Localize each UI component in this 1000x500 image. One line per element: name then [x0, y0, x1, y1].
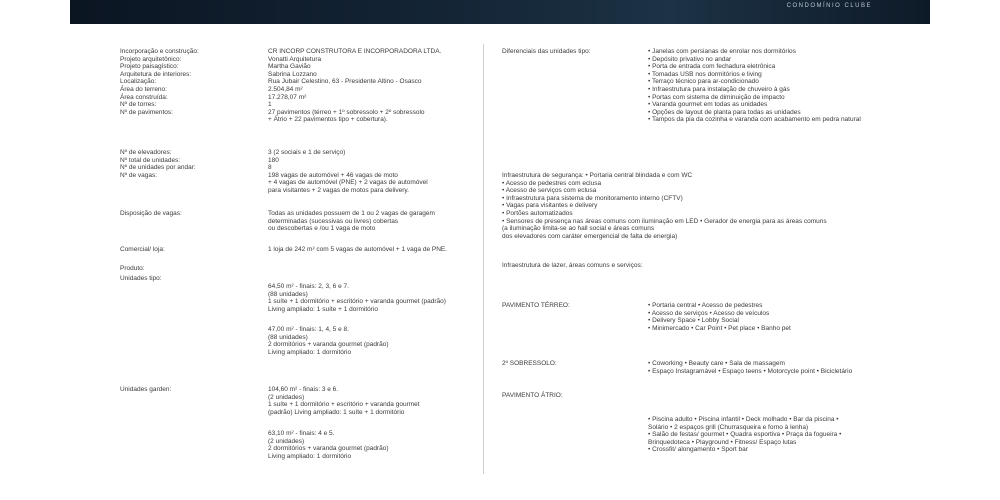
terreo-list: [648, 302, 791, 332]
list-item: • Coworking • Beauty care • Sala de massagem: [648, 360, 785, 367]
vagas-label: Disposição de vagas:: [120, 210, 182, 217]
unit-layout: 1 suíte + 1 dormitório + escritório + varanda gourmet: [268, 401, 420, 409]
spec-label: Projeto arquitetônico:: [120, 55, 182, 63]
vagas-value: [268, 210, 435, 233]
spec-value: 1: [268, 101, 272, 109]
unit-count: (88 unidades): [268, 290, 308, 298]
spec-value: 27 pavimentos (térreo + 1º sobressolo + 2º sobressolo: [268, 108, 425, 116]
diferenciais-label: Diferenciais das unidades tipo:: [502, 48, 591, 55]
spec-label: Projeto paisagístico:: [120, 63, 179, 71]
unit-area: 63,10 m² - finais: 4 e 5.: [268, 430, 335, 437]
spec-label: Nº de elevadores:: [120, 149, 172, 156]
spec-label: Área construída:: [120, 93, 168, 101]
spec-value: Sabrina Lozzano: [268, 70, 317, 78]
unidades-garden-label: Unidades garden:: [120, 386, 172, 393]
terreo-label: PAVIMENTO TÉRREO:: [502, 302, 570, 309]
spec-value: 3 (2 sociais e 1 de serviço): [268, 149, 346, 156]
sobressolo-label: 2º SOBRESSOLO:: [502, 360, 557, 367]
list-item: • Terraço técnico para ar-condicionado: [648, 78, 759, 86]
unit-area: 104,60 m² - finais: 3 e 6.: [268, 386, 339, 393]
list-item: • Infraestrutura para sistema de monitoramento interno (CFTV): [502, 194, 683, 202]
header-banner: [70, 0, 930, 24]
vagas-line: Todas as unidades possuem de 1 ou 2 vagas de garagem: [268, 210, 435, 217]
unit-layout: 2 dormitórios + varanda gourmet (padrão): [268, 341, 389, 349]
column-divider: [483, 44, 484, 474]
list-item: • Crossfit/ alongamento • Sport bar: [648, 446, 748, 454]
spec-label: Área do terreno:: [120, 86, 167, 93]
list-item: • Vagas para visitantes e delivery: [502, 202, 598, 210]
list-item: • Infraestrutura para instalação de chuveiro à gás: [648, 85, 790, 93]
diferenciais-list: [648, 48, 861, 124]
unit-count: (2 unidades): [268, 393, 305, 401]
unit-living: Living ampliado: 1 dormitório: [268, 348, 352, 356]
list-item: • Janelas com persianas de enrolar nos dormitórios: [648, 48, 796, 55]
spec-value: Rua Jubair Celestino, 63 - Presidente Altino - Osasco: [268, 78, 422, 86]
unidades-garden-block-2: [268, 430, 389, 460]
spec-value: Martha Gavião: [268, 63, 311, 71]
list-item: • Varanda gourmet em todas as unidades: [648, 101, 768, 109]
unidades-tipo-label: Unidades tipo:: [120, 275, 162, 282]
list-item: • Porta de entrada com fechadura eletrônica: [648, 63, 776, 71]
unit-count: (88 unidades): [268, 333, 308, 341]
spec-label: Nº de torres:: [120, 101, 157, 109]
list-item: • Salão de festas/ gourmet • Quadra esportiva • Praça da fogueira •: [648, 431, 842, 439]
spec-value: 180: [268, 156, 279, 164]
list-item: • Portões automatizados: [502, 209, 573, 217]
list-item: • Sensores de presença nas áreas comuns com iluminação em LED • Gerador de energia para as áreas comuns: [502, 217, 827, 225]
unit-living: Living ampliado: 1 dormitório: [268, 452, 352, 460]
unit-living: (padrão) Living ampliado: 1 suíte + 1 dormitório: [268, 408, 405, 416]
list-item: (a iluminação limita-se ao hall social e áreas comuns: [502, 225, 655, 233]
produto-label: Produto:: [120, 265, 145, 272]
list-item: Solário • 2 espaços grill (Churrasqueira e forno à lenha): [648, 423, 809, 431]
unidades-garden-block-1: [268, 386, 420, 416]
spec-label: Nº total de unidades:: [120, 156, 181, 164]
list-item: • Tomadas USB nos dormitórios e living: [648, 70, 762, 78]
list-item: • Minimercado • Car Point • Pet place • Banho pet: [648, 324, 791, 332]
spec-label: Nº de unidades por andar:: [120, 164, 196, 172]
spec-value: 2.504,84 m²: [268, 86, 303, 93]
list-item: • Acesso de serviços com eclusa: [502, 187, 597, 195]
unit-layout: 2 dormitórios + varanda gourmet (padrão): [268, 445, 389, 453]
spec-value: + Átrio + 22 pavimentos tipo + cobertura).: [268, 116, 388, 124]
spec-value: 198 vagas de automóvel + 46 vagas de moto: [268, 171, 398, 179]
spec-value: CR INCORP CONSTRUTORA E INCORPORADORA LTDA.: [268, 48, 442, 55]
list-item: • Opções de layout de planta para todas as unidades: [648, 108, 801, 116]
list-item: • Portas com sistema de diminuição de impacto: [648, 93, 785, 101]
sobressolo-list: [648, 360, 852, 375]
spec-label: Nº de vagas:: [120, 171, 158, 179]
vagas-line: determinadas (sucessivas ou livres) cobertas: [268, 217, 399, 225]
spec-value: para visitantes + 2 vagas de motos para delivery.: [268, 187, 409, 194]
atrio-label: PAVIMENTO ÁTRIO:: [502, 392, 563, 399]
spec-label: Incorporação e construção:: [120, 48, 199, 55]
spec-value: + 4 vagas de automóvel (PNE) + 2 vagas de automóvel: [268, 179, 428, 187]
seguranca-block: [502, 172, 827, 240]
unit-count: (2 unidades): [268, 437, 305, 445]
spec-value: 17.278,07 m²: [268, 93, 307, 101]
list-item: • Tampos da pia da cozinha e varanda com acabamento em pedra natural: [648, 116, 861, 124]
list-item: • Espaço Instagramável • Espaço teens • Motorcycle point • Bicicletário: [648, 367, 853, 375]
unit-layout: 1 suíte + 1 dormitório + escritório + varanda gourmet (padrão): [268, 298, 446, 306]
comercial-value: 1 loja de 242 m² com 5 vagas de automóvel + 1 vaga de PNE.: [268, 246, 448, 253]
unit-area: 64,50 m² - finais: 2, 3, 6 e 7.: [268, 283, 349, 290]
spec-label: Localização:: [120, 78, 157, 86]
atrio-list: [648, 416, 841, 454]
unit-living: Living ampliado: 1 suíte + 1 dormitório: [268, 305, 379, 313]
unit-area: 47,00 m² - finais: 1, 4, 5 e 8.: [268, 326, 349, 333]
list-item: • Delivery Space • Lobby Social: [648, 317, 739, 325]
list-item: Infraestrutura de segurança: • Portaria central blindada e com WC: [502, 172, 693, 179]
unidades-tipo-block-1: [268, 283, 446, 313]
spec-value: Vonatti Arquitetura: [268, 55, 322, 63]
lazer-title: Infraestrutura de lazer, áreas comuns e serviços:: [502, 262, 643, 269]
banner-subtitle: CONDOMÍNIO CLUBE: [786, 3, 872, 9]
list-item: • Acesso de serviços • Acesso de veículos: [648, 309, 770, 317]
list-item: Brinquedoteca • Playground • Fitness/ Espaço lutas: [648, 438, 797, 446]
list-item: • Acesso de pedestres com eclusa: [502, 179, 602, 187]
list-item: • Portaria central • Acesso de pedestres: [648, 302, 763, 309]
spec-label: Nº de pavimentos:: [120, 108, 173, 116]
spec-label: Arquitetura de interiores:: [120, 70, 192, 78]
unidades-tipo-block-2: [268, 326, 389, 356]
list-item: dos elevadores com caráter emergencial de falta de energia): [502, 232, 678, 240]
comercial-label: Comercial/ loja:: [120, 246, 165, 253]
vagas-line: ou descobertas e /ou 1 vaga de moto: [268, 225, 376, 233]
list-item: • Piscina adulto • Piscina infantil • Deck molhado • Bar da piscina •: [648, 416, 839, 423]
list-item: • Depósito privativo no andar: [648, 55, 732, 63]
spec-value: 8: [268, 164, 272, 172]
